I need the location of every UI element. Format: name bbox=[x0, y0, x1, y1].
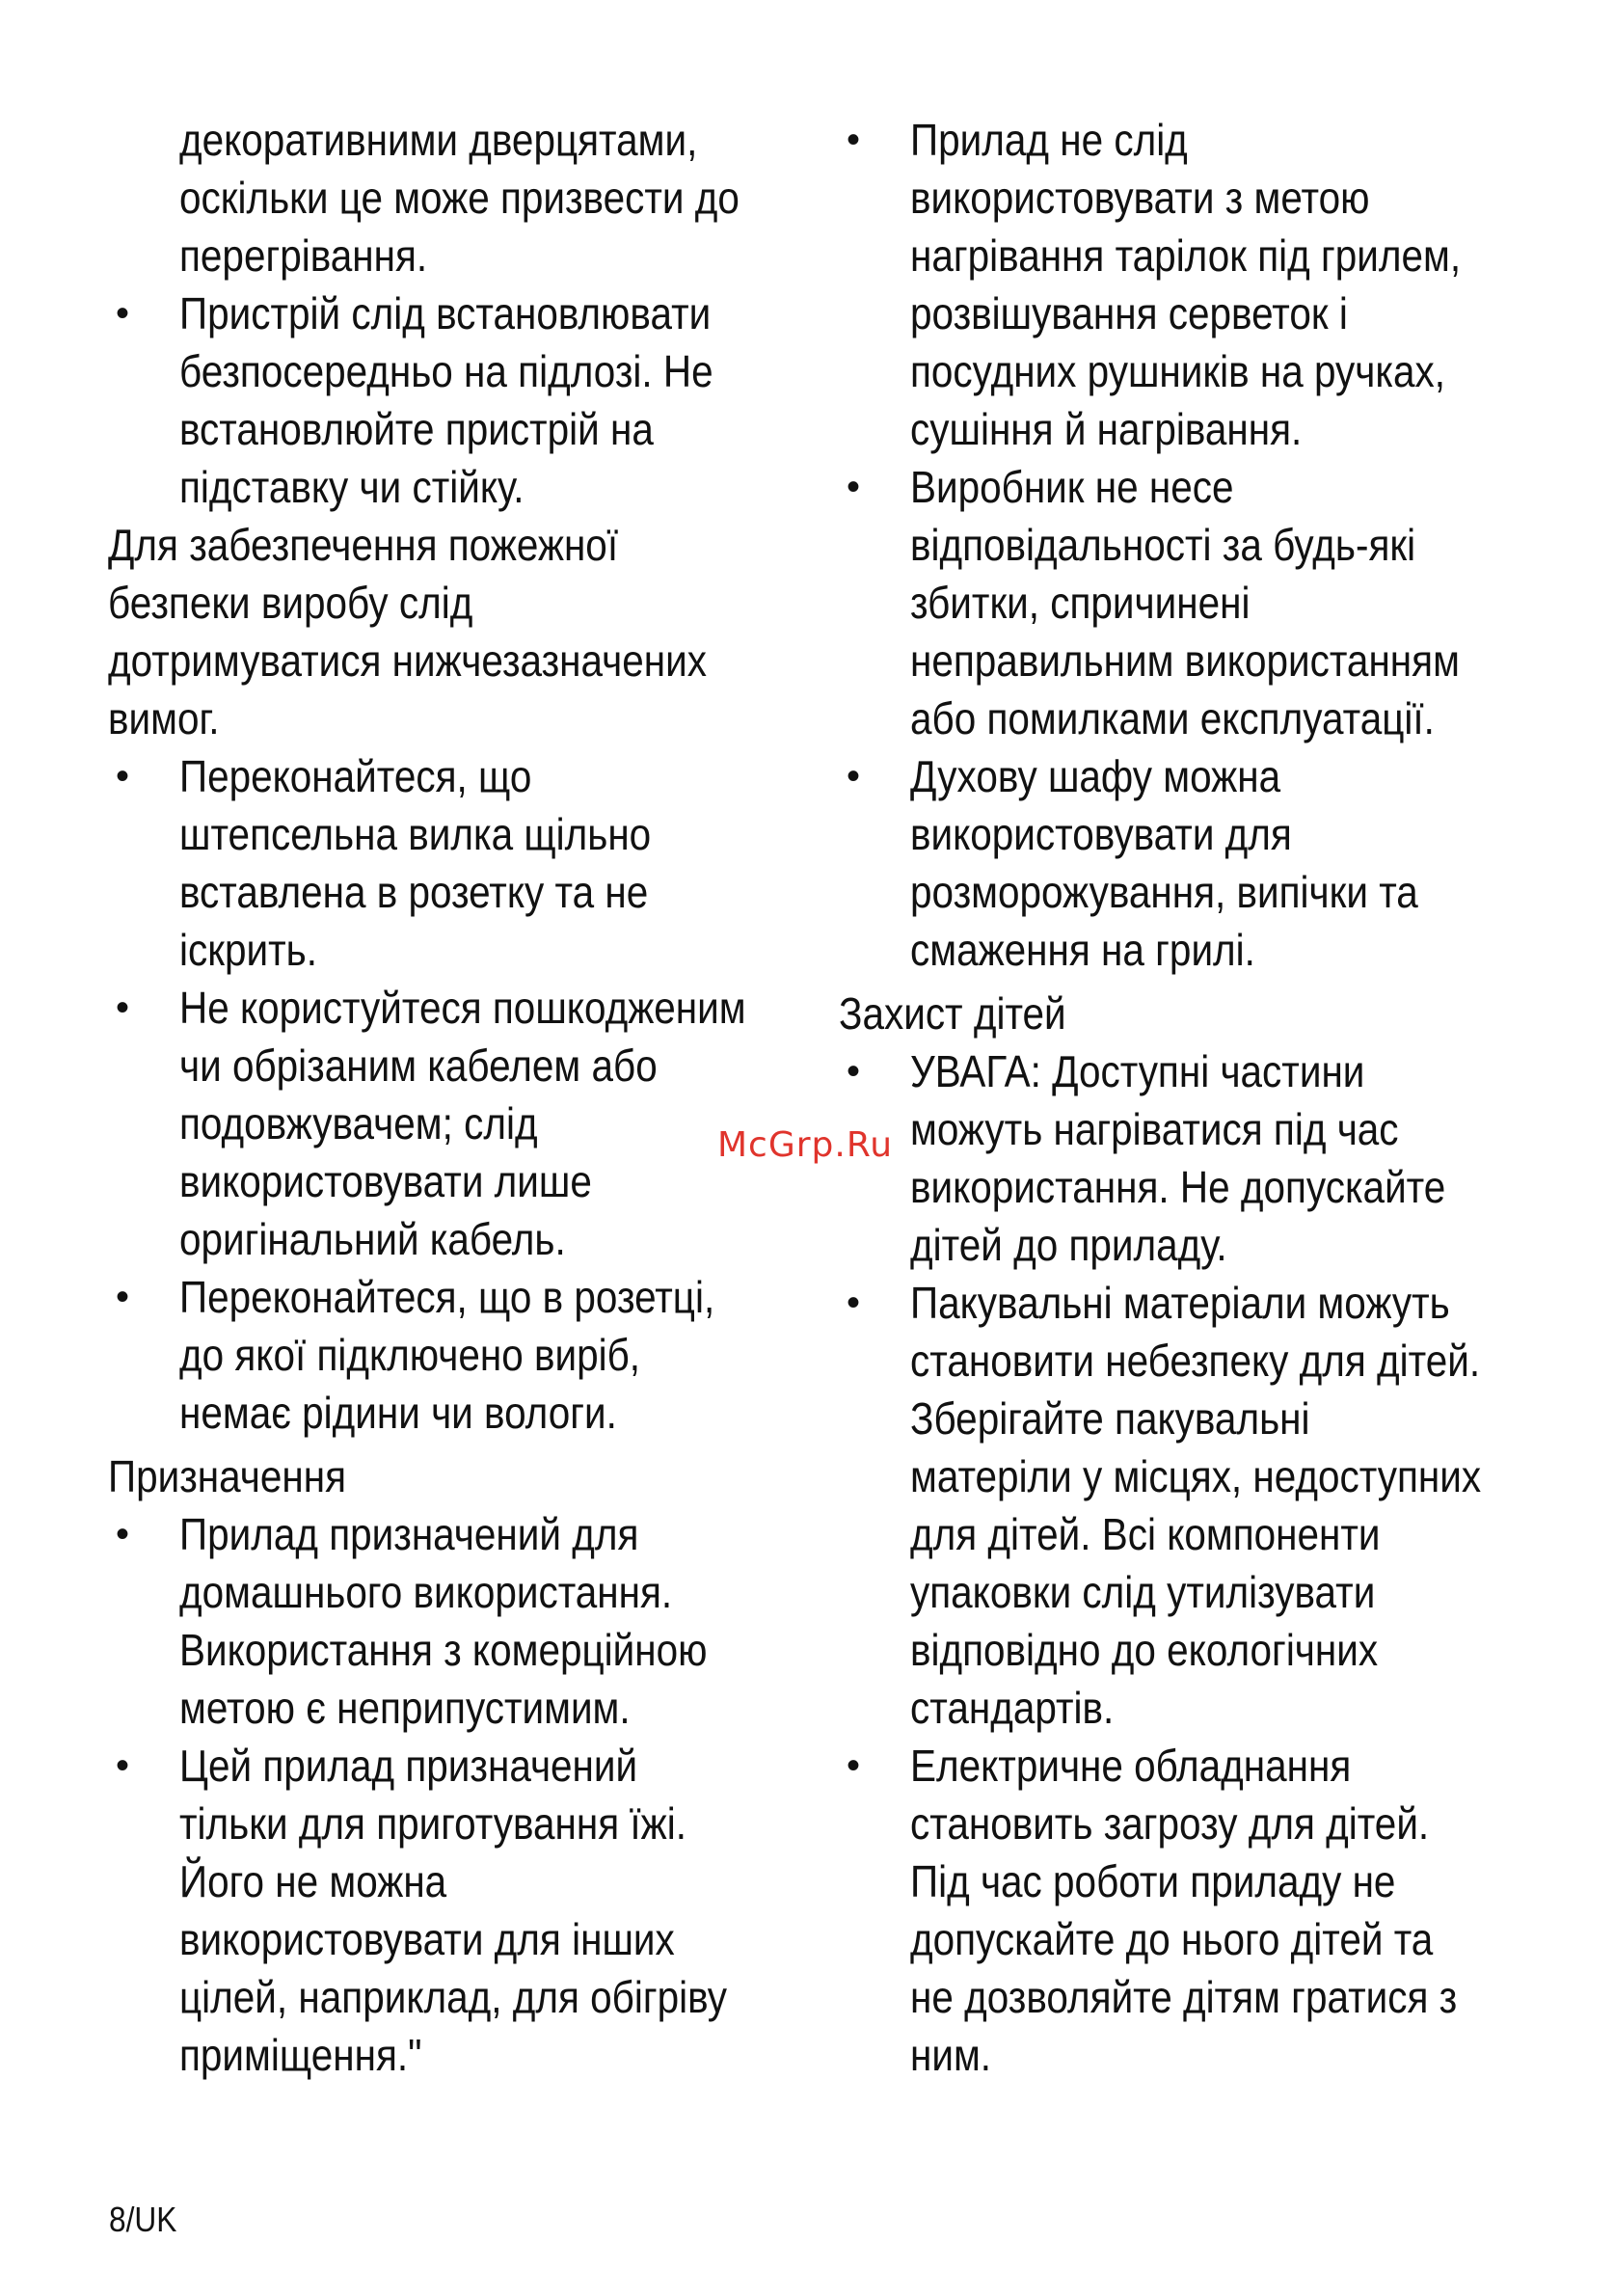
text-line: Переконайтеся, що bbox=[179, 751, 532, 801]
text-line: вставлена в розетку та не bbox=[179, 867, 649, 917]
text-line: використовувати для bbox=[910, 809, 1292, 859]
text-line: Прилад не слід bbox=[910, 115, 1188, 165]
text-line: подовжувачем; слід bbox=[179, 1098, 538, 1148]
text-line: приміщення." bbox=[179, 2030, 422, 2080]
text-line: використовувати для інших bbox=[179, 1914, 675, 1964]
text-line: безпосередньо на підлозі. Не bbox=[179, 346, 713, 396]
bullet-icon: • bbox=[116, 1276, 130, 1318]
text-line: для дітей. Всі компоненти bbox=[910, 1509, 1381, 1559]
bullet-item-packaging bbox=[839, 1274, 1533, 1737]
text-line: смаження на грилі. bbox=[910, 925, 1255, 975]
bullet-item-electric bbox=[839, 1737, 1533, 2084]
text-line: використовувати лише bbox=[179, 1156, 592, 1206]
fire-safety-paragraph bbox=[108, 516, 812, 747]
text-line: Переконайтеся, що в розетці, bbox=[179, 1272, 715, 1322]
bullet-item-install bbox=[108, 284, 812, 516]
text-line: штепсельна вилка щільно bbox=[179, 809, 652, 859]
bullet-icon: • bbox=[116, 1513, 130, 1555]
continued-bullet-text bbox=[108, 111, 812, 284]
text-line: Використання з комерційною bbox=[179, 1625, 708, 1675]
text-line: домашнього використання. bbox=[179, 1567, 673, 1617]
text-line: нагрівання тарілок під грилем, bbox=[910, 230, 1462, 281]
text-line: безпеки виробу слід bbox=[108, 578, 473, 628]
left-column bbox=[108, 111, 812, 2084]
bullet-item-plug bbox=[108, 747, 812, 979]
text-line: дітей до приладу. bbox=[910, 1220, 1227, 1270]
text-line: неправильним використанням bbox=[910, 635, 1460, 686]
text-line: розморожування, випічки та bbox=[910, 867, 1418, 917]
text-line: відповідальності за будь-які bbox=[910, 520, 1416, 570]
text-line: Не користуйтеся пошкодженим bbox=[179, 983, 746, 1033]
text-line: посудних рушників на ручках, bbox=[910, 346, 1445, 396]
text-line: ним. bbox=[910, 2030, 992, 2080]
text-line: Пристрій слід встановлювати bbox=[179, 288, 712, 338]
text-line: Його не можна bbox=[179, 1856, 447, 1906]
text-line: Виробник не несе bbox=[910, 462, 1234, 512]
text-line: збитки, спричинені bbox=[910, 578, 1251, 628]
text-line: іскрить. bbox=[179, 925, 317, 975]
text-line: вимог. bbox=[108, 693, 220, 743]
bullet-item-cooking bbox=[108, 1737, 812, 2084]
bullet-icon: • bbox=[116, 1744, 130, 1787]
text-line: метою є неприпустимим. bbox=[179, 1683, 631, 1733]
text-line: становить загрозу для дітей. bbox=[910, 1798, 1430, 1849]
text-line: відповідно до екологічних bbox=[910, 1625, 1379, 1675]
text-line: дотримуватися нижчезазначених bbox=[108, 635, 707, 686]
bullet-icon: • bbox=[847, 755, 861, 797]
bullet-item-warning bbox=[839, 1042, 1533, 1274]
text-line: сушіння й нагрівання. bbox=[910, 404, 1303, 454]
text-line: Для забезпечення пожежної bbox=[108, 520, 619, 570]
bullet-item-domestic bbox=[108, 1505, 812, 1737]
text-line: цілей, наприклад, для обігріву bbox=[179, 1972, 727, 2022]
heading-text: Захист дітей bbox=[839, 988, 1066, 1039]
text-line: розвішування серветок і bbox=[910, 288, 1348, 338]
bullet-item-oven bbox=[839, 747, 1533, 979]
text-line: Прилад призначений для bbox=[179, 1509, 639, 1559]
bullet-icon: • bbox=[847, 1744, 861, 1787]
text-line: встановлюйте пристрій на bbox=[179, 404, 654, 454]
text-line: Пакувальні матеріали можуть bbox=[910, 1278, 1450, 1328]
text-line: Електричне обладнання bbox=[910, 1741, 1352, 1791]
text-line: або помилками експлуатації. bbox=[910, 693, 1435, 743]
heading-text: Призначення bbox=[108, 1451, 346, 1501]
bullet-item-cable bbox=[108, 979, 812, 1268]
text-line: до якої підключено виріб, bbox=[179, 1330, 641, 1380]
text-line: матеріли у місцях, недоступних bbox=[910, 1451, 1482, 1501]
bullet-icon: • bbox=[847, 466, 861, 508]
text-line: оригінальний кабель. bbox=[179, 1214, 566, 1264]
text-line: використовувати з метою bbox=[910, 173, 1370, 223]
bullet-icon: • bbox=[847, 1282, 861, 1324]
text-line: Зберігайте пакувальні bbox=[910, 1393, 1310, 1444]
text-line: тільки для приготування їжі. bbox=[179, 1798, 687, 1849]
bullet-icon: • bbox=[116, 986, 130, 1029]
bullet-item-socket bbox=[108, 1268, 812, 1442]
text-line: Під час роботи приладу не bbox=[910, 1856, 1396, 1906]
bullet-icon: • bbox=[116, 292, 130, 335]
right-column bbox=[839, 111, 1533, 2084]
text-line: УВАГА: Доступні частини bbox=[910, 1046, 1365, 1096]
text-line: оскільки це може призвести до bbox=[179, 173, 740, 223]
bullet-item-grill bbox=[839, 111, 1533, 458]
text-line: не дозволяйте дітям гратися з bbox=[910, 1972, 1458, 2022]
text-line: можуть нагріватися під час bbox=[910, 1104, 1399, 1154]
page-number: 8/UK bbox=[109, 2200, 177, 2239]
section-heading-child-protection bbox=[839, 985, 1533, 1042]
text-line: упаковки слід утилізувати bbox=[910, 1567, 1376, 1617]
text-line: чи обрізаним кабелем або bbox=[179, 1040, 658, 1091]
text-line: використання. Не допускайте bbox=[910, 1162, 1446, 1212]
text-line: підставку чи стійку. bbox=[179, 462, 525, 512]
watermark-text: McGrp.Ru bbox=[717, 1125, 894, 1165]
bullet-item-liability bbox=[839, 458, 1533, 747]
text-line: немає рідини чи вологи. bbox=[179, 1388, 617, 1438]
text-line: стандартів. bbox=[910, 1683, 1115, 1733]
text-line: перегрівання. bbox=[179, 230, 428, 281]
bullet-icon: • bbox=[847, 119, 861, 161]
text-line: декоративними дверцятами, bbox=[179, 115, 698, 165]
text-line: допускайте до нього дітей та bbox=[910, 1914, 1434, 1964]
bullet-icon: • bbox=[116, 755, 130, 797]
text-line: Духову шафу можна bbox=[910, 751, 1281, 801]
text-line: Цей прилад призначений bbox=[179, 1741, 638, 1791]
bullet-icon: • bbox=[847, 1050, 861, 1093]
text-line: становити небезпеку для дітей. bbox=[910, 1336, 1481, 1386]
section-heading-purpose bbox=[108, 1447, 812, 1505]
